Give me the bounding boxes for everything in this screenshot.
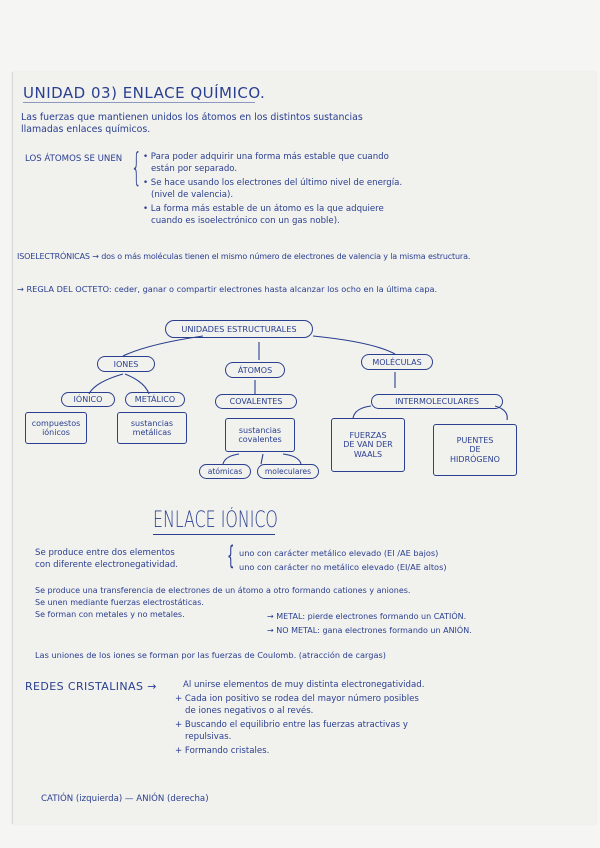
node-ionico: IÓNICO xyxy=(61,392,115,407)
union-line-2: están por separado. xyxy=(151,164,238,174)
node-unidades-estructurales: UNIDADES ESTRUCTURALES xyxy=(165,320,313,338)
label: FUERZAS xyxy=(349,430,387,440)
ionic-option-nometal: uno con carácter no metálico elevado (EI/AE altos) xyxy=(239,562,447,572)
node-atomicas: atómicas xyxy=(199,464,251,479)
union-line-4: (nivel de valencia). xyxy=(151,190,234,200)
intro-line-2: llamadas enlaces químicos. xyxy=(21,124,151,135)
notebook-page xyxy=(12,72,596,824)
label: metálicas xyxy=(132,428,172,437)
octet-rule: → REGLA DEL OCTETO: ceder, ganar o compartir electrones hasta alcanzar los ocho en la última capa. xyxy=(17,284,438,294)
union-brace-icon: { xyxy=(131,145,142,189)
ionic-produce-line-1: Se produce entre dos elementos xyxy=(35,548,175,558)
label: HIDRÓGENO xyxy=(450,454,500,464)
label: covalentes xyxy=(238,435,282,444)
ionic-nometal-rule: → NO METAL: gana electrones formando un ANIÓN. xyxy=(267,626,472,635)
box-sustancias-metalicas xyxy=(117,412,187,444)
isoelectronic-definition: ISOELECTRÓNICAS → dos o más moléculas tienen el mismo número de electrones de valencia y la misma estructura. xyxy=(17,252,471,261)
label: sustancias xyxy=(238,425,282,435)
redes-line-6: + Formando cristales. xyxy=(175,746,270,756)
box-compuestos-ionicos xyxy=(25,412,87,444)
label: DE VAN DER xyxy=(343,440,393,450)
ionic-transfer-line-3: Se forman con metales y no metales. xyxy=(35,610,185,619)
label: sustancias xyxy=(130,418,174,428)
cation-anion-note: CATIÓN (izquierda) — ANIÓN (derecha) xyxy=(41,794,209,804)
label: compuestos xyxy=(31,418,81,428)
redes-line-2: + Cada ion positivo se rodea del mayor número posibles xyxy=(175,694,419,704)
node-covalentes: COVALENTES xyxy=(215,394,297,409)
ionic-produce-line-2: con diferente electronegatividad. xyxy=(35,560,179,570)
redes-line-5: repulsivas. xyxy=(185,732,232,742)
union-line-5: • La forma más estable de un átomo es la que adquiere xyxy=(143,204,384,214)
section-title-enlace-ionico: ENLACE IÓNICO xyxy=(153,508,278,533)
ionic-metal-rule: → METAL: pierde electrones formando un CATIÓN. xyxy=(267,612,467,621)
section-title-underline xyxy=(153,534,275,535)
label: WAALS xyxy=(353,449,383,459)
node-atomos: ÁTOMOS xyxy=(225,362,285,378)
redes-line-1: Al unirse elementos de muy distinta electronegatividad. xyxy=(183,680,425,690)
box-sustancias-covalentes xyxy=(225,418,295,452)
redes-line-4: + Buscando el equilibrio entre las fuerzas atractivas y xyxy=(175,720,408,730)
ionic-coulomb: Las uniones de los iones se forman por las fuerzas de Coulomb. (atracción de cargas) xyxy=(35,650,386,660)
redes-label: REDES CRISTALINAS → xyxy=(25,680,157,693)
page-title: UNIDAD 03) ENLACE QUÍMICO. xyxy=(23,84,266,102)
node-moleculas: MOLÉCULAS xyxy=(361,354,433,370)
node-metalico: METÁLICO xyxy=(125,392,185,407)
ionic-option-metal: uno con carácter metálico elevado (EI /AE bajos) xyxy=(239,548,439,558)
node-iones: IONES xyxy=(97,356,155,372)
union-label: LOS ÁTOMOS SE UNEN xyxy=(25,154,123,164)
label: DE xyxy=(469,445,481,455)
box-puentes-hidrogeno xyxy=(433,424,517,476)
box-van-der-waals xyxy=(331,418,405,472)
union-line-6: cuando es isoelectrónico con un gas noble). xyxy=(151,216,340,226)
label: PUENTES xyxy=(456,435,494,445)
ionic-transfer-line-1: Se produce una transferencia de electrones de un átomo a otro formando cationes y aniones. xyxy=(35,586,411,595)
label: iónicos xyxy=(42,428,70,437)
ionic-brace-icon: { xyxy=(227,541,235,571)
union-line-1: • Para poder adquirir una forma más estable que cuando xyxy=(143,152,389,162)
redes-line-3: de iones negativos o al revés. xyxy=(185,706,314,716)
node-intermoleculares: INTERMOLECULARES xyxy=(371,394,503,409)
union-line-3: • Se hace usando los electrones del último nivel de energía. xyxy=(143,178,403,188)
intro-line-1: Las fuerzas que mantienen unidos los átomos en los distintos sustancias xyxy=(21,112,363,123)
ionic-transfer-line-2: Se unen mediante fuerzas electrostáticas. xyxy=(35,598,204,607)
node-moleculares: moleculares xyxy=(257,464,319,479)
